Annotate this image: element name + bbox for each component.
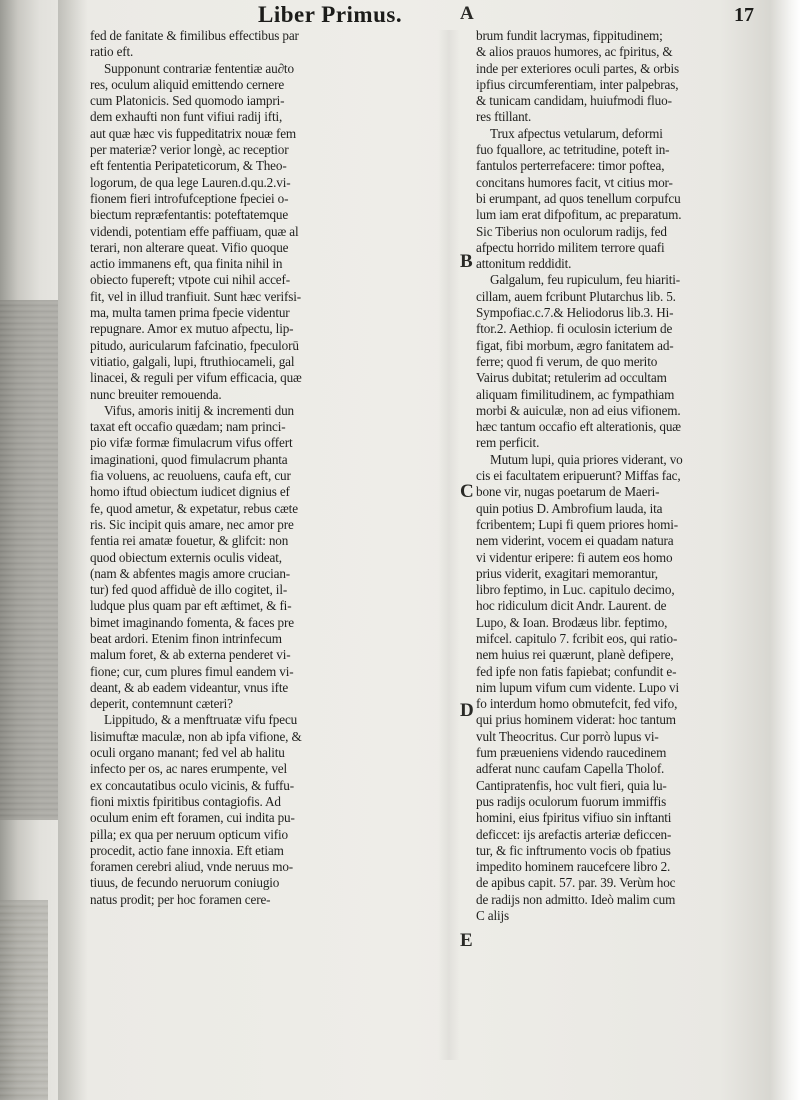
text-line: impedito hominem raucefcere libro 2. xyxy=(476,859,671,875)
text-line: pio vifæ formæ fimulacrum vifus offert xyxy=(90,435,293,451)
text-line: nem huius rei quærunt, planè defipere, xyxy=(476,647,674,663)
text-line: fum præuenienѕ videndo raucedinem xyxy=(476,745,667,761)
text-line: libro feptimo, in Luc. capitulo decimo, xyxy=(476,582,675,598)
text-line: vi videntur eripere: fi autem eos homo xyxy=(476,549,673,565)
text-line: foramen cerebri aliud, vnde neruus mo- xyxy=(90,859,294,875)
text-line: bimet imaginando fomenta, & faces pre xyxy=(90,614,294,630)
text-line: ipfius circumferentiam, inter palpebras, xyxy=(476,76,679,92)
text-line: Cantipratenfis, hoc vult fieri, quia lu- xyxy=(476,777,667,793)
text-line: Sic Tiberius non oculorum radijs, fed xyxy=(476,223,667,239)
text-line: qui prius hominem viderat: hoc tantum xyxy=(476,712,676,728)
text-line: fentia rei amatæ fouetur, & glifcit: non xyxy=(90,533,289,549)
text-line: pitudo, auricularum fafcinatio, fpeculorū xyxy=(90,337,299,353)
text-line: adferat nunc caufam Capella Tholof. xyxy=(476,761,665,777)
text-line: malum foret, & ab externa penderet vi- xyxy=(90,647,291,663)
text-line: cillam, auem fcribunt Plutarchus lib. 5. xyxy=(476,288,676,304)
text-line: dem exhaufti non funt vifiui radij ifti, xyxy=(90,109,283,125)
text-line: ftor.2. Aethiop. fi oculosin icterium de xyxy=(476,321,673,337)
text-line: biectum repræfentantis: poteftatemque xyxy=(90,207,289,223)
facing-page-edge xyxy=(0,300,58,820)
text-line: tiuus, de fecundo neruorum coniugio xyxy=(90,875,280,891)
text-line: fit, vel in illud tranfiuit. Sunt hæc verifsi- xyxy=(90,288,302,304)
section-marker-e: E xyxy=(460,930,473,951)
text-line: Galgalum, feu rupiculum, feu hiariti- xyxy=(490,272,681,288)
facing-page-edge-lower xyxy=(0,900,48,1100)
text-line: nunc breuiter remouenda. xyxy=(90,386,222,402)
left-text-column xyxy=(90,28,338,908)
text-line: & tunicam candidam, huiufmodi fluo- xyxy=(476,93,672,109)
text-line: mifcel. capitulo 7. fcribit eos, qui ratio- xyxy=(476,630,678,646)
text-line: Supponunt contrariæ fententiæ au∂to xyxy=(104,60,294,76)
text-line: brum fundit lacrymas, fippitudinem; xyxy=(476,28,663,43)
text-line: homini, eius fpiritus vifiuo sin inftanti xyxy=(476,810,672,826)
text-line: eft fententia Peripateticorum, & Theo- xyxy=(90,158,287,174)
text-line: inde per exteriores oculi partes, & orbis xyxy=(476,60,679,76)
text-line: ratio eft. xyxy=(90,44,134,60)
text-line: obiecto fupereft; vtpote cui nihil accef- xyxy=(90,272,290,288)
page-number: 17 xyxy=(734,4,754,26)
text-line: deant, & ab eadem videantur, vnus ifte xyxy=(90,679,289,695)
text-line: aut quæ hæc vis fuppeditatrix nouæ fem xyxy=(90,125,297,141)
text-line: ludque plus quam par eft æftimet, & fi- xyxy=(90,598,292,614)
text-line: lisimuftæ maculæ, non ab ipfa vifione, & xyxy=(90,728,302,744)
text-line: logorum, de qua lege Lauren.d.qu.2.vi- xyxy=(90,174,291,190)
text-line: attonitum reddidit. xyxy=(476,256,572,272)
text-line: natus prodit; per hoc foramen cere- xyxy=(90,891,271,907)
text-line: concitans humores facit, vt citius mor- xyxy=(476,174,673,190)
text-line: (nam & abfentes magis amore crucian- xyxy=(90,565,291,581)
text-line: afpectu horrido militem terrore quafi xyxy=(476,239,665,255)
text-line: de apibus capit. 57. par. 39. Verùm hoc xyxy=(476,875,676,891)
text-line: Vairus dubitat; retulerim ad occultam xyxy=(476,370,667,386)
text-line: & alios prauos humores, ac fpiritus, & xyxy=(476,44,673,60)
text-line: ris. Sic incipit quis amare, nec amor pre xyxy=(90,516,294,532)
text-line: procedit, actio fane innoxia. Eft etiam xyxy=(90,842,284,858)
text-line: tur, & fic inftrumento vocis ob fpatius xyxy=(476,842,671,858)
text-line: quin potius D. Ambrofium lauda, ita xyxy=(476,500,663,516)
text-line: imaginationi, quod fimulacrum phanta xyxy=(90,451,288,467)
text-line: nem viderint, vocem ei quadam natura xyxy=(476,533,674,549)
text-line: fed ipfe non fatis fapiebat; confundit e- xyxy=(476,663,677,679)
text-line: terari, non alterare queat. Vifio quoque xyxy=(90,239,289,255)
text-line: aliquam fimilitudinem, ac fympathiam xyxy=(476,386,675,402)
text-line: res ftillant. xyxy=(476,109,532,125)
text-line: videndi, potentiam effe paffiuam, quæ al xyxy=(90,223,299,239)
text-line: lum iam erat difpofitum, ac preparatum. xyxy=(476,207,682,223)
text-line: C alijs xyxy=(476,908,510,924)
text-line: morbi & auiculæ, non ad eius vifionem. xyxy=(476,402,681,418)
section-marker-b: B xyxy=(460,251,473,272)
text-line: Mutum lupi, quia priores viderant, vo xyxy=(490,451,683,467)
text-line: ma, multa tamen prima fpecie videntur xyxy=(90,305,290,321)
text-line: linacei, & reguli per vifum efficacia, quæ xyxy=(90,370,302,386)
gutter-shadow xyxy=(58,0,88,1100)
text-line: vitiatio, galgali, lupi, ftruthiocameli, gal xyxy=(90,353,295,369)
text-line: pilla; ex qua per neruum opticum vifio xyxy=(90,826,288,842)
text-line: figat, fibi morbum, ægro fanitatem ad- xyxy=(476,337,674,353)
text-line: fia voluens, ac reuoluens, caufa eft, cur xyxy=(90,468,291,484)
text-line: cis ei facultatem eripuerunt? Miffas fac, xyxy=(476,468,681,484)
text-line: homo iftud obiectum iudicet dignius ef xyxy=(90,484,290,500)
column-gutter xyxy=(438,30,460,1060)
text-line: per materiæ? verior longè, ac receptior xyxy=(90,142,289,158)
text-line: Lupo, & Ioan. Brodæus libr. feptimo, xyxy=(476,614,668,630)
text-line: fcribentem; Lupi fi quem priores homi- xyxy=(476,516,678,532)
section-marker-a: A xyxy=(460,3,474,24)
text-line: pus radijs oculorum fuorum immiffis xyxy=(476,793,667,809)
text-line: fantulos perterrefacere: timor poftea, xyxy=(476,158,665,174)
text-line: Sympofiac.c.7.& Heliodorus lib.3. Hi- xyxy=(476,305,674,321)
text-line: quod obiectum externis oculis videat, xyxy=(90,549,282,565)
text-line: bone vir, nugas poetarum de Maeri- xyxy=(476,484,660,500)
section-marker-d: D xyxy=(460,700,474,721)
text-line: res, oculum aliquid emittendo cernere xyxy=(90,76,285,92)
section-markers xyxy=(460,0,476,1100)
text-line: de radijs non admitto. Ideò malim cum xyxy=(476,891,676,907)
text-line: fioni mixtis fpiritibus contagiofis. Ad xyxy=(90,793,281,809)
text-line: oculi organo manant; fed vel ab halitu xyxy=(90,745,285,761)
text-line: Trux afpectus vetularum, deformi xyxy=(490,125,663,141)
text-line: infecto per os, ac nares erumpente, vel xyxy=(90,761,287,777)
text-line: hoc ridiculum dicit Andr. Laurent. de xyxy=(476,598,667,614)
text-line: rem perficit. xyxy=(476,435,540,451)
text-line: fionem fieri introfufceptione fpeciei o- xyxy=(90,190,289,206)
text-line: fuo fquallore, ac tetritudine, poteft in- xyxy=(476,142,670,158)
text-line: prius viderit, exagitari memorantur, xyxy=(476,565,658,581)
text-line: fo interdum homo obmutefcit, fed vifo, xyxy=(476,696,678,712)
text-line: cum Platonicis. Sed quomodo iampri- xyxy=(90,93,285,109)
right-text-column xyxy=(476,28,746,924)
text-line: nim lupum vifum cum vidente. Lupo vi xyxy=(476,679,680,695)
text-line: taxat eft occafio quædam; nam princi- xyxy=(90,419,286,435)
text-line: vult Theocritus. Cur porrò lupus vi- xyxy=(476,728,659,744)
text-line: fe, quod ametur, & expetatur, rebus cæte xyxy=(90,500,298,516)
page-header xyxy=(0,0,800,26)
section-marker-c: C xyxy=(460,481,474,502)
text-line: hæc tantum occafio eft alterationis, quæ xyxy=(476,419,681,435)
text-line: ferre; quod fi verum, de quo merito xyxy=(476,353,658,369)
text-line: fione; cur, cum plures fimul eandem vi- xyxy=(90,663,294,679)
text-line: repugnare. Amor ex mutuo afpectu, lip- xyxy=(90,321,294,337)
text-line: oculum enim eft foramen, cui indita pu- xyxy=(90,810,295,826)
text-line: beat ardori. Etenim finon intrinfecum xyxy=(90,630,282,646)
text-line: actio immanens eft, qua finita nihil in xyxy=(90,256,283,272)
text-line: tur) fed quod affiduè de illo cogitet, il- xyxy=(90,582,288,598)
running-title: Liber Primus. xyxy=(258,2,403,27)
text-line: fed de fanitate & fimilibus effectibus par xyxy=(90,28,299,43)
text-line: bi erumpant, ad quos tenellum corpufcu xyxy=(476,190,681,206)
text-line: ex concautatibus oculo vicinis, & fuffu- xyxy=(90,777,294,793)
text-line: deperit, contemnunt cæteri? xyxy=(90,696,233,712)
text-line: deficcet: ijs arefactis arteriæ deficcen- xyxy=(476,826,672,842)
text-line: Lippitudo, & a menftruatæ vifu fpecu xyxy=(104,712,298,728)
text-line: Vifus, amoris initij & incrementi dun xyxy=(104,402,294,418)
